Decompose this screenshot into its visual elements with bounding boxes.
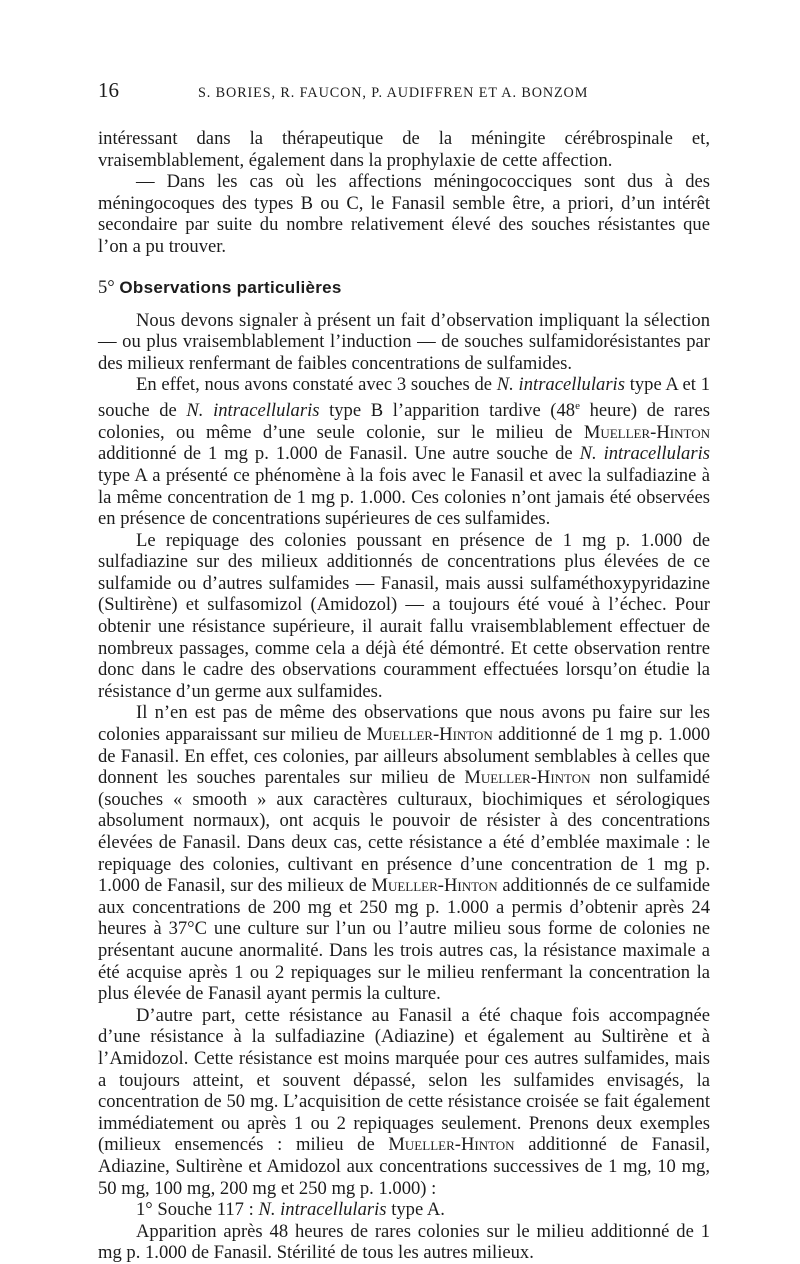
text-run: non sulfamidé (souches « smooth » aux caractères culturaux, biochimiques et sérologiques absolument normaux), ont acquis le pouvoir de résister à des concentrations élevées de Fanasil. Dans deux cas, cette résistance a été d’emblée maximale : le repiquage des colonies, cultivant en présence d’une concentration de 1 mg p. 1.000 de Fanasil, sur des milieux de xyxy=(98,767,710,897)
species-name: N. intracellularis xyxy=(186,400,320,422)
running-header xyxy=(98,78,710,112)
text-run: D’autre part, cette résistance au Fanasil a été chaque fois accompagnée d’une résistance à la sulfadiazine (Adiazine) et également au Sultirène et à l’Amidozol. Cette résistance est moins marquée pour ces autres sulfamides, mais a toujours atteint, et souvent dépassé, selon les sulfamides envisagés, la concentration de 50 mg. L’acquisition de cette résistance croisée se fait également immédiatement ou après 1 ou 2 repiquages seulement. Prenons deux exemples (milieux ensemencés : milieu de xyxy=(98,1004,710,1156)
text-run: En effet, nous avons constaté avec 3 souches de xyxy=(136,374,497,396)
medium-name: Mueller-Hinton xyxy=(371,875,498,897)
paragraph-1: intéressant dans la thérapeutique de la méningite cérébrospinale et, vraisemblablement, également dans la prophylaxie de cette affection. xyxy=(98,128,710,171)
medium-name: Mueller-Hinton xyxy=(388,1134,515,1156)
text-run: Il n’en est pas de même des observations que nous avons pu faire sur les colonies apparaissant sur milieu de xyxy=(98,702,710,746)
page-content xyxy=(98,78,710,1264)
text-run: additionné de 1 mg p. 1.000 de Fanasil. En effet, ces colonies, par ailleurs absolument semblables à celles que donnent les souches parentales sur milieu de xyxy=(98,724,710,789)
medium-name: Mueller-Hinton xyxy=(583,421,710,443)
text-run: type B l’apparition tardive (48 xyxy=(319,400,576,422)
species-name: N. intracellularis xyxy=(496,374,625,396)
paragraph-5: Le repiquage des colonies poussant en présence de 1 mg p. 1.000 de sulfadiazine sur des milieux additionnés de concentrations plus élevées de ce sulfamide ou d’autres sulfamides — Fanasil, mais aussi sulfaméthoxypyridazine (Sultirène) et sulfasomizol (Amidozol) — a toujours été voué à l’échec. Pour obtenir une résistance supérieure, il aurait fallu vraisemblablement effectuer de nombreux passages, comme cela a déjà été démontré. Et cette observation rentre donc dans le cadre des observations couramment effectuées lorsqu’on étudie la résistance d’un germe aux sulfamides. xyxy=(98,529,710,702)
paragraph-9: Apparition après 48 heures de rares colonies sur le milieu additionné de 1 mg p. 1.000 de Fanasil. Stérilité de tous les autres milieux. xyxy=(98,1220,710,1264)
superscript: e xyxy=(575,399,580,412)
text-run: additionné de 1 mg p. 1.000 de Fanasil. Une autre souche de xyxy=(98,443,580,465)
text-run: type A a présenté ce phénomène à la fois avec le Fanasil et avec la sulfadiazine à la même concentration de 1 mg p. 1.000. Ces colonies n’ont jamais été observées en présence de concentrations supérieures de ces sulfamides. xyxy=(98,464,710,530)
text-run: 1° Souche 117 : xyxy=(136,1199,259,1221)
text-run: type A et 1 souche de xyxy=(98,374,710,422)
medium-name: Mueller-Hinton xyxy=(464,767,591,789)
text-run: heure) de rares colonies, ou même d’une seule colonie, sur le milieu de xyxy=(98,400,710,443)
text-run: additionnés de ce sulfamide aux concentrations de 200 mg et 250 mg p. 1.000 a permis d’obtenir après 24 heures à 37°C une culture sur l’un ou l’autre milieu sous forme de colonies ne présentant aucune anormalité. Dans les trois autres cas, la résistance maximale a été acquise après 1 ou 2 repiquages sur le milieu renfermant la concentration la plus élevée de Fanasil ayant permis la culture. xyxy=(98,875,710,1005)
section-title: Observations particulières xyxy=(119,277,342,297)
medium-name: Mueller-Hinton xyxy=(366,724,493,746)
paragraph-3: Nous devons signaler à présent un fait d’observation impliquant la sélection — ou plus vraisemblablement l’induction — de souches sulfamidorésistantes par des milieux renfermant de faibles concentrations de sulfamides. xyxy=(98,309,710,374)
paragraph-7 xyxy=(98,1005,710,1199)
paragraph-8 xyxy=(98,1199,710,1221)
section-heading xyxy=(98,277,710,299)
paragraph-4 xyxy=(98,374,710,529)
paragraph-2: — Dans les cas où les affections méningococciques sont dus à des méningocoques des types B ou C, le Fanasil semble être, a priori, d’un intérêt secondaire par suite du nombre relativement élevé des souches résistantes que l’on a pu trouver. xyxy=(98,171,710,257)
page-number: 16 xyxy=(98,78,119,102)
species-name: N. intracellularis xyxy=(579,443,710,465)
text-run: type A. xyxy=(386,1199,445,1221)
text-run: additionné de Fanasil, Adiazine, Sultirène et Amidozol aux concentrations successives de 1 mg, 10 mg, 50 mg, 100 mg, 200 mg et 250 mg p. 1.000) : xyxy=(98,1134,710,1199)
running-authors: S. BORIES, R. FAUCON, P. AUDIFFREN ET A. BONZOM xyxy=(198,85,589,101)
species-name: N. intracellularis xyxy=(258,1199,387,1221)
section-number: 5° xyxy=(98,276,115,298)
paragraph-6 xyxy=(98,702,710,1004)
